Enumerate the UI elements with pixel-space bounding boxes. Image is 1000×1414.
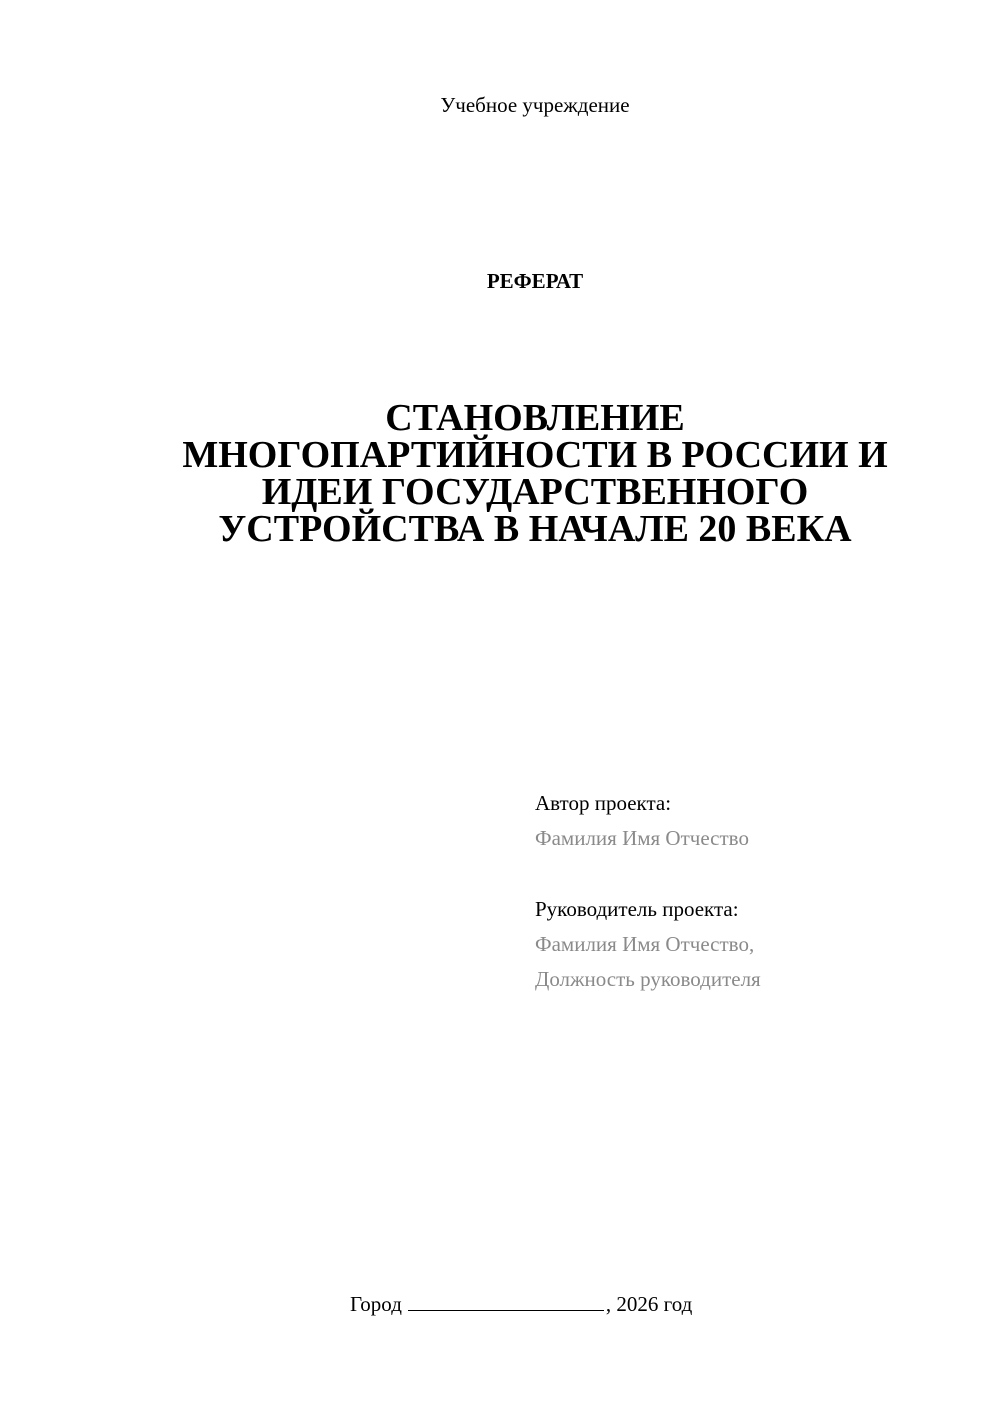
institution-name: Учебное учреждение <box>440 93 630 117</box>
supervisor-position: Должность руководителя <box>535 967 761 991</box>
city-blank-line <box>408 1292 604 1311</box>
supervisor-name: Фамилия Имя Отчество, <box>535 932 755 956</box>
year-text: , 2026 год <box>605 1292 693 1316</box>
document-type: РЕФЕРАТ <box>486 269 584 293</box>
supervisor-block <box>535 892 761 997</box>
supervisor-label: Руководитель проекта: <box>535 897 739 921</box>
title-line: УСТРОЙСТВА В НАЧАЛЕ 20 ВЕКА <box>218 508 852 550</box>
author-block <box>535 786 749 856</box>
title-line: МНОГОПАРТИЙНОСТИ В РОССИИ И <box>182 434 888 476</box>
author-name: Фамилия Имя Отчество <box>535 826 749 850</box>
title-line: ИДЕИ ГОСУДАРСТВЕННОГО <box>261 471 809 513</box>
title-line: СТАНОВЛЕНИЕ <box>385 397 685 439</box>
city-year-line <box>350 1290 692 1318</box>
report-title <box>100 397 970 550</box>
city-label: Город <box>350 1292 402 1316</box>
author-label: Автор проекта: <box>535 791 672 815</box>
